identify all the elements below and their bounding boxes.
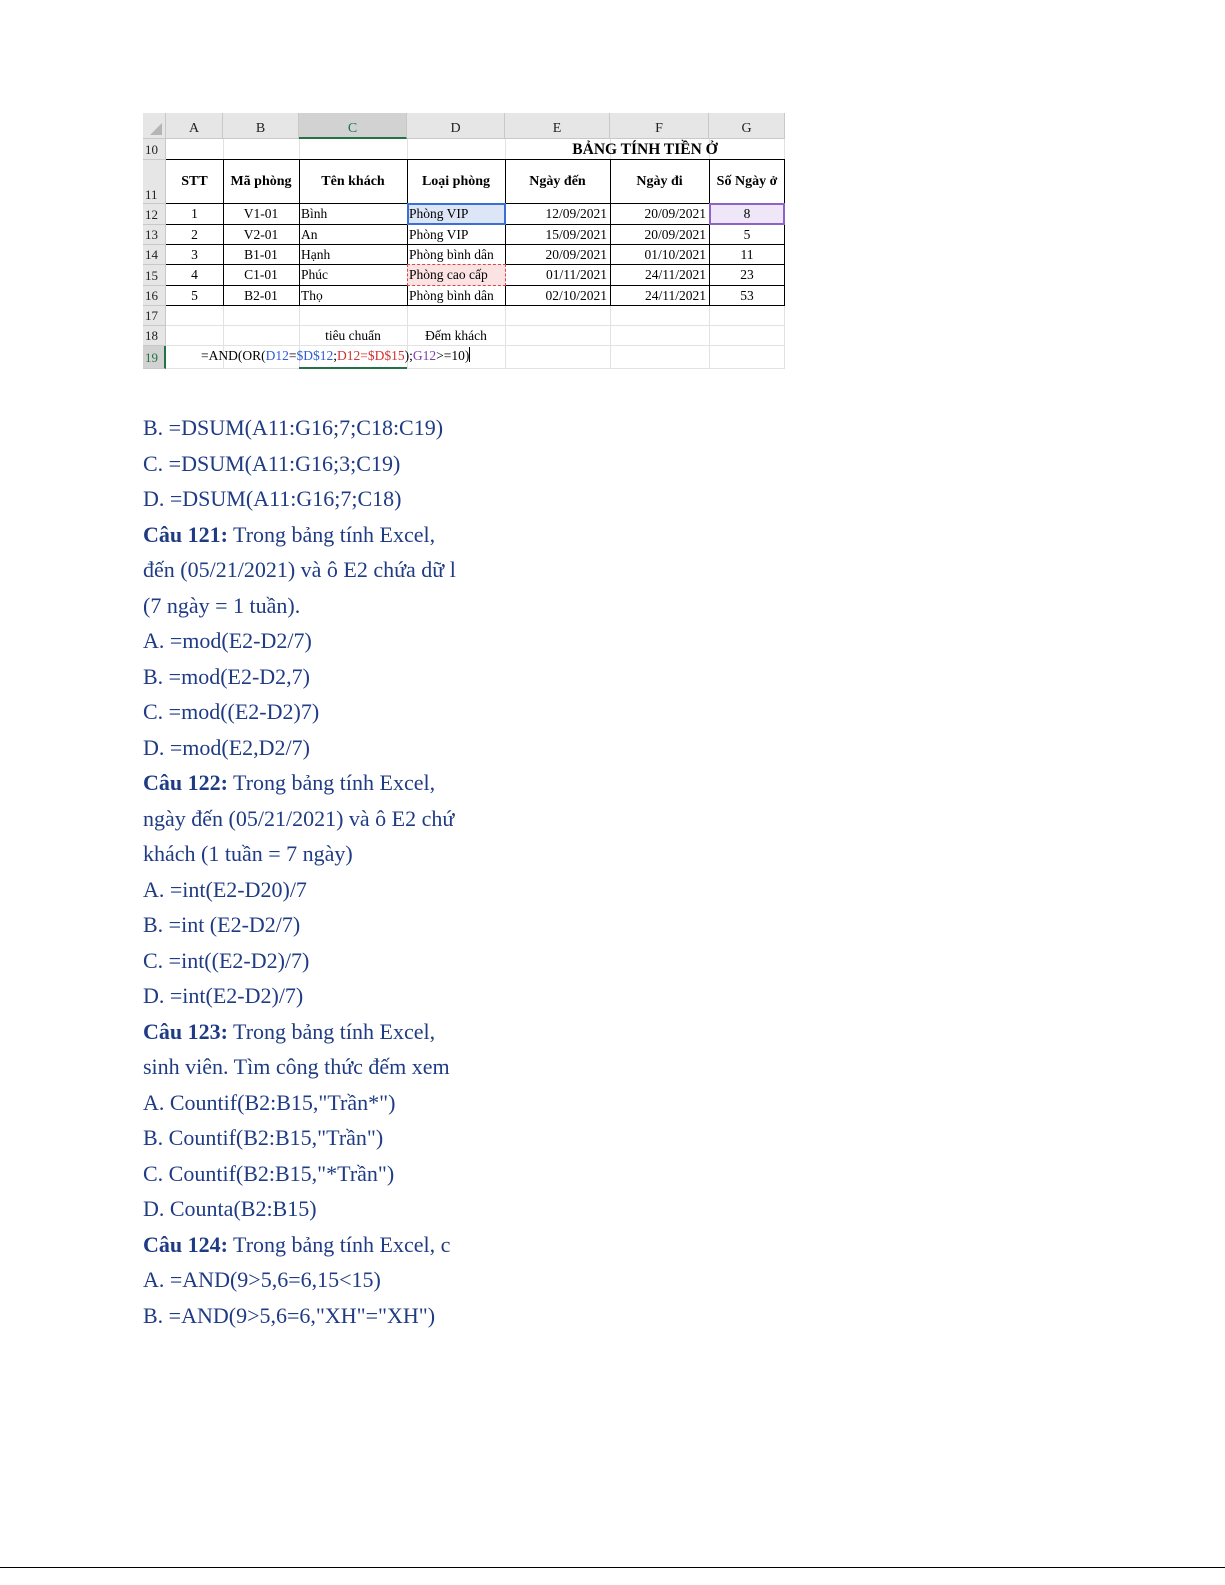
line-text: D. Counta(B2:B15) [143,1196,317,1221]
line-text: C. =mod((E2-D2)7) [143,699,320,724]
line-text: A. =int(E2-D20)/7 [143,876,307,902]
doc-line [143,978,683,1014]
line-text: C. =int((E2-D2)/7) [143,947,310,973]
column-header-f: F [610,113,709,139]
cell-f15: 24/11/2021 [644,267,706,282]
formula-edit[interactable] [201,347,470,364]
row-header-15: 15 [143,265,166,286]
cell-d13: Phòng VIP [409,227,469,242]
page-bottom-rule [0,1567,1225,1568]
cell-g12: 8 [743,206,751,221]
doc-line [143,907,683,943]
row-header-16: 16 [143,286,166,306]
formula-ref-d15-abs: $D$15 [367,348,405,363]
cell-a12: 1 [191,206,198,221]
line-text: D. =int(E2-D2)/7) [143,983,304,1008]
doc-line [143,552,683,588]
doc-line [143,694,683,730]
cell-b12: V1-01 [243,206,279,221]
cell-f13: 20/09/2021 [644,227,706,242]
formula-part: = [288,348,297,363]
cell-b16: B2-01 [244,288,278,303]
cell-g14: 11 [740,247,754,262]
cell-e14: 20/09/2021 [545,247,607,262]
column-header-b: B [223,113,299,139]
line-text: A. =mod(E2-D2/7) [143,628,312,653]
cell-a16: 5 [191,288,198,303]
document-body [143,410,683,1333]
doc-line [143,410,683,446]
formula-part: ; [333,348,337,363]
doc-line [143,765,683,801]
spreadsheet-screenshot [143,113,785,369]
line-text: A. =AND(9>5,6=6,15<15) [143,1267,381,1292]
cell-a14: 3 [191,247,198,262]
line-text: B. Countif(B2:B15,"Trần") [143,1125,384,1150]
doc-line [143,730,683,766]
line-text: Trong bảng tính Excel, [227,1018,436,1044]
cell-f12: 20/09/2021 [644,206,706,221]
column-header-e: E [505,113,610,139]
cell-c14: Hạnh [301,247,331,262]
cell-f16: 24/11/2021 [644,288,706,303]
active-cell-indicator [299,367,407,369]
line-text: Trong bảng tính Excel, [227,770,436,795]
doc-line [143,1227,683,1263]
line-text: (7 ngày = 1 tuần). [143,592,301,618]
cell-f14: 01/10/2021 [644,247,706,262]
doc-line [143,836,683,872]
formula-part: = [360,348,368,363]
cell-d14: Phòng bình dân [409,247,494,262]
cell-c12: Bình [301,206,328,221]
doc-line [143,1014,683,1050]
count-label: Đếm khách [425,328,487,343]
line-text: B. =mod(E2-D2,7) [143,663,310,689]
cell-d15: Phòng cao cấp [409,267,488,282]
header-ngay-den: Ngày đến [529,174,586,189]
formula-ref-d12-abs: $D$12 [296,348,334,363]
doc-line [143,1191,683,1227]
line-text: Trong bảng tính Excel, c [227,1231,451,1257]
doc-line [143,801,683,837]
header-loai-phong: Loại phòng [421,174,491,189]
cell-c15: Phúc [301,267,328,282]
doc-line [143,1298,683,1334]
sheet-title: BẢNG TÍNH TIỀN Ở [572,141,718,158]
line-text: D. =DSUM(A11:G16;7;C18) [143,486,402,511]
line-text: C. =DSUM(A11:G16;3;C19) [143,450,401,476]
doc-line [143,517,683,553]
doc-line [143,623,683,659]
cell-a15: 4 [191,267,198,282]
formula-ref-d12-second: D12 [337,348,361,363]
line-text: sinh viên. Tìm công thức đếm xem [143,1054,450,1079]
doc-line [143,588,683,624]
column-header-a: A [166,113,223,139]
column-header-d: D [407,113,505,139]
header-stt: STT [181,174,208,189]
cell-a13: 2 [191,227,198,242]
formula-part: >=10) [436,348,470,363]
doc-line [143,1085,683,1121]
header-ngay-di: Ngày đi [636,174,683,189]
cell-g15: 23 [740,267,754,282]
line-text: B. =DSUM(A11:G16;7;C18:C19) [143,415,444,440]
question-number: Câu 122: [143,770,228,795]
cell-d12: Phòng VIP [409,206,469,221]
line-text: B. =int (E2-D2/7) [143,912,301,937]
cell-e13: 15/09/2021 [545,227,607,242]
cell-e12: 12/09/2021 [545,206,607,221]
line-text: khách (1 tuần = 7 ngày) [143,841,353,866]
cell-b15: C1-01 [244,267,278,282]
formula-part: =AND(OR( [201,348,266,363]
line-text: C. Countif(B2:B15,"*Trần") [143,1160,395,1186]
column-header-g: G [709,113,785,139]
formula-ref-g12: G12 [412,348,437,363]
question-number: Câu 124: [143,1231,228,1257]
cell-b14: B1-01 [244,247,278,262]
cell-c16: Thọ [301,288,323,303]
row-header-18: 18 [143,326,166,346]
row-header-13: 13 [143,225,166,245]
row-header-11: 11 [143,160,166,204]
cell-g13: 5 [743,227,751,242]
line-text: Trong bảng tính Excel, [227,521,436,547]
question-number: Câu 123: [143,1018,228,1044]
line-text: A. Countif(B2:B15,"Trần*") [143,1089,396,1115]
doc-line [143,481,683,517]
doc-line [143,1120,683,1156]
row-header-14: 14 [143,245,166,265]
line-text: đến (05/21/2021) và ô E2 chứa dữ l [143,557,456,582]
cell-c13: An [301,227,318,242]
header-ma-phong: Mã phòng [230,174,292,189]
question-number: Câu 121: [143,521,228,547]
cell-e15: 01/11/2021 [545,267,607,282]
row-header-12: 12 [143,204,166,225]
column-header-c: C [299,113,407,139]
row-header-19: 19 [143,346,166,369]
cell-e16: 02/10/2021 [545,288,607,303]
select-all-corner [143,113,166,139]
doc-line [143,659,683,695]
row-header-10: 10 [143,139,166,160]
doc-line [143,1262,683,1298]
formula-part: ); [404,348,413,363]
header-ten-khach: Tên khách [321,174,385,189]
header-so-ngay-o: Số Ngày ở [716,174,778,189]
cell-d16: Phòng bình dân [409,288,494,303]
doc-line [143,1049,683,1085]
row-header-17: 17 [143,306,166,326]
doc-line [143,943,683,979]
criteria-label: tiêu chuẩn [325,328,381,343]
line-text: B. =AND(9>5,6=6,"XH"="XH") [143,1302,436,1328]
text-cursor [469,347,470,362]
doc-line [143,446,683,482]
line-text: D. =mod(E2,D2/7) [143,734,310,760]
cell-b13: V2-01 [243,227,279,242]
doc-line [143,872,683,908]
doc-line [143,1156,683,1192]
formula-ref-d12: D12 [265,348,289,363]
cell-g16: 53 [740,288,754,303]
line-text: ngày đến (05/21/2021) và ô E2 chứ [143,805,455,831]
